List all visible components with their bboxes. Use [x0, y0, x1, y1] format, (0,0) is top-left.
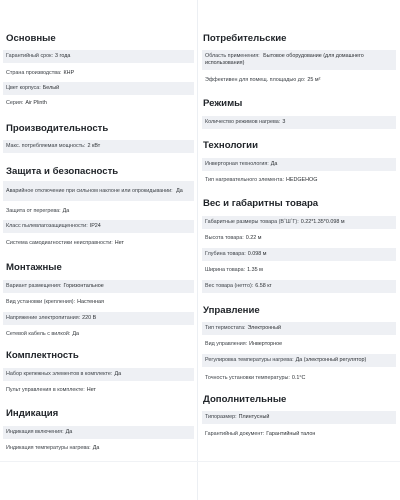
spec-row: [202, 174, 396, 187]
spec-value: Air Plinth: [25, 100, 47, 106]
spec-label: Регулировка температуры нагрева:: [205, 357, 294, 363]
spec-row: [3, 312, 194, 325]
spec-value: 25 м²: [307, 77, 321, 83]
spec-row: [3, 368, 194, 381]
spec-value: Да: [92, 445, 100, 451]
spec-label: Эффективен для помещ. площадью до:: [205, 77, 306, 83]
spec-label: Класс пылевлагозащищенности:: [6, 223, 88, 229]
spec-label: Цвет корпуса:: [6, 85, 41, 91]
spec-row: [3, 97, 194, 110]
spec-label: Система самодиагностики неисправности:: [6, 240, 113, 246]
spec-value: 0.1°С: [291, 375, 306, 381]
spec-row: [3, 237, 194, 250]
spec-label: Аварийное отключение при сильном наклоне или опрокидывании:: [6, 187, 173, 194]
spec-row: [3, 50, 194, 63]
spec-row: [202, 411, 396, 424]
spec-row: [3, 82, 194, 95]
spec-label: Глубина товара:: [205, 251, 246, 257]
spec-row: [3, 426, 194, 439]
spec-label: Инверторная технология:: [205, 161, 269, 167]
spec-label: Область применения:: [205, 53, 260, 59]
spec-label: Набор крепежных элементов в комплекте:: [6, 371, 113, 377]
spec-value: Нет: [86, 387, 96, 393]
section-title-basic: Основные: [6, 33, 56, 44]
spec-row: [202, 264, 396, 277]
spec-row: [3, 140, 194, 153]
spec-label: Габаритные размеры товара (ВˆШˆГ):: [205, 219, 299, 225]
spec-label: Вес товара (нетто):: [205, 283, 254, 289]
spec-label: Ширина товара:: [205, 267, 246, 273]
spec-label: Тип термостата:: [205, 325, 246, 331]
spec-value: 6.58 кг: [255, 283, 272, 289]
spec-value: Да: [270, 161, 278, 167]
spec-label: Индикация включения:: [6, 429, 64, 435]
spec-label: Количество режимов нагрева:: [205, 119, 281, 125]
spec-value: 2 кВт: [87, 143, 101, 149]
spec-value: Плинтусный: [238, 414, 270, 420]
spec-row: [202, 232, 396, 245]
left-column: [0, 0, 197, 500]
spec-label: Сетевой кабель с вилкой:: [6, 331, 71, 337]
spec-row: [202, 428, 396, 441]
spec-label: Гарантийный срок:: [6, 53, 53, 59]
right-column: [199, 0, 400, 500]
spec-value: Да: [65, 429, 73, 435]
column-divider: [197, 0, 198, 500]
section-title-extra: Дополнительные: [203, 394, 287, 405]
spec-value: Да (электронный регулятор): [295, 357, 367, 363]
spec-row: [3, 280, 194, 293]
spec-value: Да: [62, 208, 70, 214]
spec-row: [202, 280, 396, 293]
spec-label: Вариант размещения:: [6, 283, 62, 289]
section-title-performance: Производительность: [6, 123, 109, 134]
spec-label: Гарантийный документ:: [205, 431, 265, 437]
spec-row: [202, 116, 396, 129]
spec-row: [202, 338, 396, 351]
spec-label: Серия:: [6, 100, 24, 106]
spec-value: 0.098 м: [247, 251, 267, 257]
spec-value: Инверторное: [249, 341, 283, 347]
section-title-control: Управление: [203, 305, 260, 316]
spec-value: HEDGEHOG: [285, 177, 318, 183]
spec-label: Точность установки температуры:: [205, 375, 290, 381]
spec-value: Электронный: [247, 325, 282, 331]
spec-row: [3, 296, 194, 309]
spec-value: Гарантийный талон: [266, 431, 316, 437]
section-title-tech: Технологии: [203, 140, 258, 151]
section-title-modes: Режимы: [203, 98, 243, 109]
spec-value: КНР: [63, 70, 75, 76]
spec-value: Да: [114, 371, 122, 377]
spec-row: [202, 354, 396, 367]
spec-label: Защита от перегрева:: [6, 208, 61, 214]
spec-value: IP24: [89, 223, 101, 229]
spec-row: [202, 248, 396, 261]
spec-label: Пульт управления в комплекте:: [6, 387, 85, 393]
spec-label: Тип нагревательного элемента:: [205, 177, 284, 183]
spec-label: Вид установки (крепления):: [6, 299, 76, 305]
spec-value: 220 В: [82, 315, 97, 321]
spec-value: 0.22 м: [245, 235, 262, 241]
bottom-divider: [0, 461, 400, 462]
spec-row: [3, 442, 194, 455]
spec-value: Да: [176, 187, 183, 194]
spec-row: [202, 372, 396, 385]
spec-row: [202, 158, 396, 171]
spec-label: Макс. потребляемая мощность:: [6, 143, 86, 149]
section-title-consumer: Потребительские: [203, 33, 287, 44]
spec-label: Высота товара:: [205, 235, 244, 241]
spec-row: [3, 67, 194, 80]
spec-value: 3: [282, 119, 286, 125]
section-title-dimensions: Вес и габаритны товара: [203, 198, 319, 209]
spec-value: Нет: [114, 240, 124, 246]
spec-value: Настенная: [77, 299, 104, 305]
section-title-safety: Защита и безопасность: [6, 166, 119, 177]
spec-row: [3, 220, 194, 233]
section-title-mounting: Монтажные: [6, 262, 62, 273]
spec-row: [202, 50, 396, 70]
spec-row: [3, 205, 194, 218]
spec-value: 3 года: [55, 53, 71, 59]
spec-row: [3, 384, 194, 397]
spec-value: 1.35 м: [247, 267, 263, 273]
spec-row: [202, 216, 396, 229]
spec-label: Типоразмер:: [205, 414, 237, 420]
spec-row: [3, 328, 194, 341]
spec-value: Да: [72, 331, 79, 337]
section-title-kit: Комплектность: [6, 350, 79, 361]
spec-label: Страна производства:: [6, 70, 62, 76]
spec-label: Индикация температуры нагрева:: [6, 445, 91, 451]
spec-label: Вид управления:: [205, 341, 248, 347]
spec-row: [202, 322, 396, 335]
spec-value: Белый: [42, 85, 60, 91]
spec-label: Напряжение электропитания:: [6, 315, 81, 321]
spec-row: [3, 181, 194, 201]
spec-value: Бытовое оборудование (для домашнего использования): [205, 53, 364, 66]
spec-value: 0.22*1.35*0.098 м: [300, 219, 345, 225]
spec-value: Горизонтальное: [63, 283, 104, 289]
section-title-indication: Индикация: [6, 408, 59, 419]
spec-row: [202, 74, 396, 87]
